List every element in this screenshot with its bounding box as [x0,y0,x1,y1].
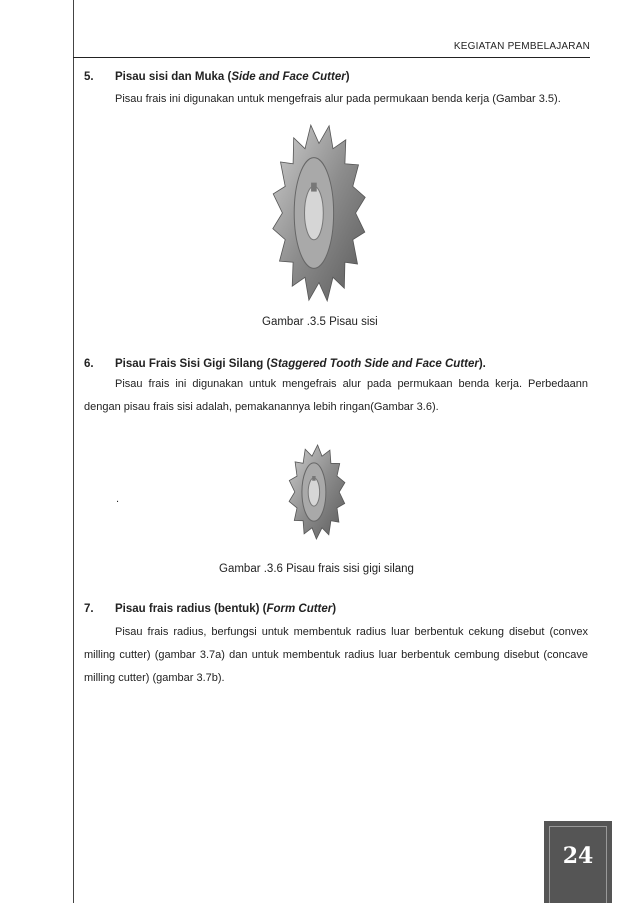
section-6 [84,358,588,419]
figure-caption: Gambar .3.6 Pisau frais sisi gigi silang [219,563,414,575]
section-title: Pisau frais radius (bentuk) (Form Cutter) [115,603,337,615]
side-face-cutter-image [268,120,370,311]
section-number: 5. [84,71,94,83]
section-heading [84,71,588,83]
section-heading [84,603,588,615]
figure-caption: Gambar .3.5 Pisau sisi [262,316,378,328]
section-paragraph: Pisau frais ini digunakan untuk mengefrais alur pada permukaan benda kerja (Gambar 3.5). [115,93,561,105]
section-5 [84,71,588,111]
left-margin-rule [73,0,74,903]
section-title: Pisau Frais Sisi Gigi Silang (Staggered Tooth Side and Face Cutter). [115,358,486,370]
section-heading [84,358,588,370]
page-number-badge [544,821,612,903]
section-7 [84,603,588,690]
section-number: 6. [84,358,94,370]
section-paragraph: Pisau frais radius, berfungsi untuk membentuk radius luar berbentuk cekung disebut (convex milling cutter) (gambar 3.7a) dan untuk membentuk radius luar berbentuk cembung disebut (concave milling cutter) (gambar 3.7b). [84,626,588,684]
header-rule [73,57,590,58]
stray-dot: . [116,493,120,505]
section-title: Pisau sisi dan Muka (Side and Face Cutter) [115,71,350,83]
running-header: KEGIATAN PEMBELAJARAN [453,41,590,52]
staggered-tooth-cutter-image [286,443,348,546]
section-paragraph: Pisau frais ini digunakan untuk mengefrais alur pada permukaan benda kerja. Perbedaann dengan pisau frais sisi adalah, pemakanannya lebih ringan(Gambar 3.6). [84,378,588,413]
section-number: 7. [84,603,94,615]
page-number: 24 [549,826,607,903]
